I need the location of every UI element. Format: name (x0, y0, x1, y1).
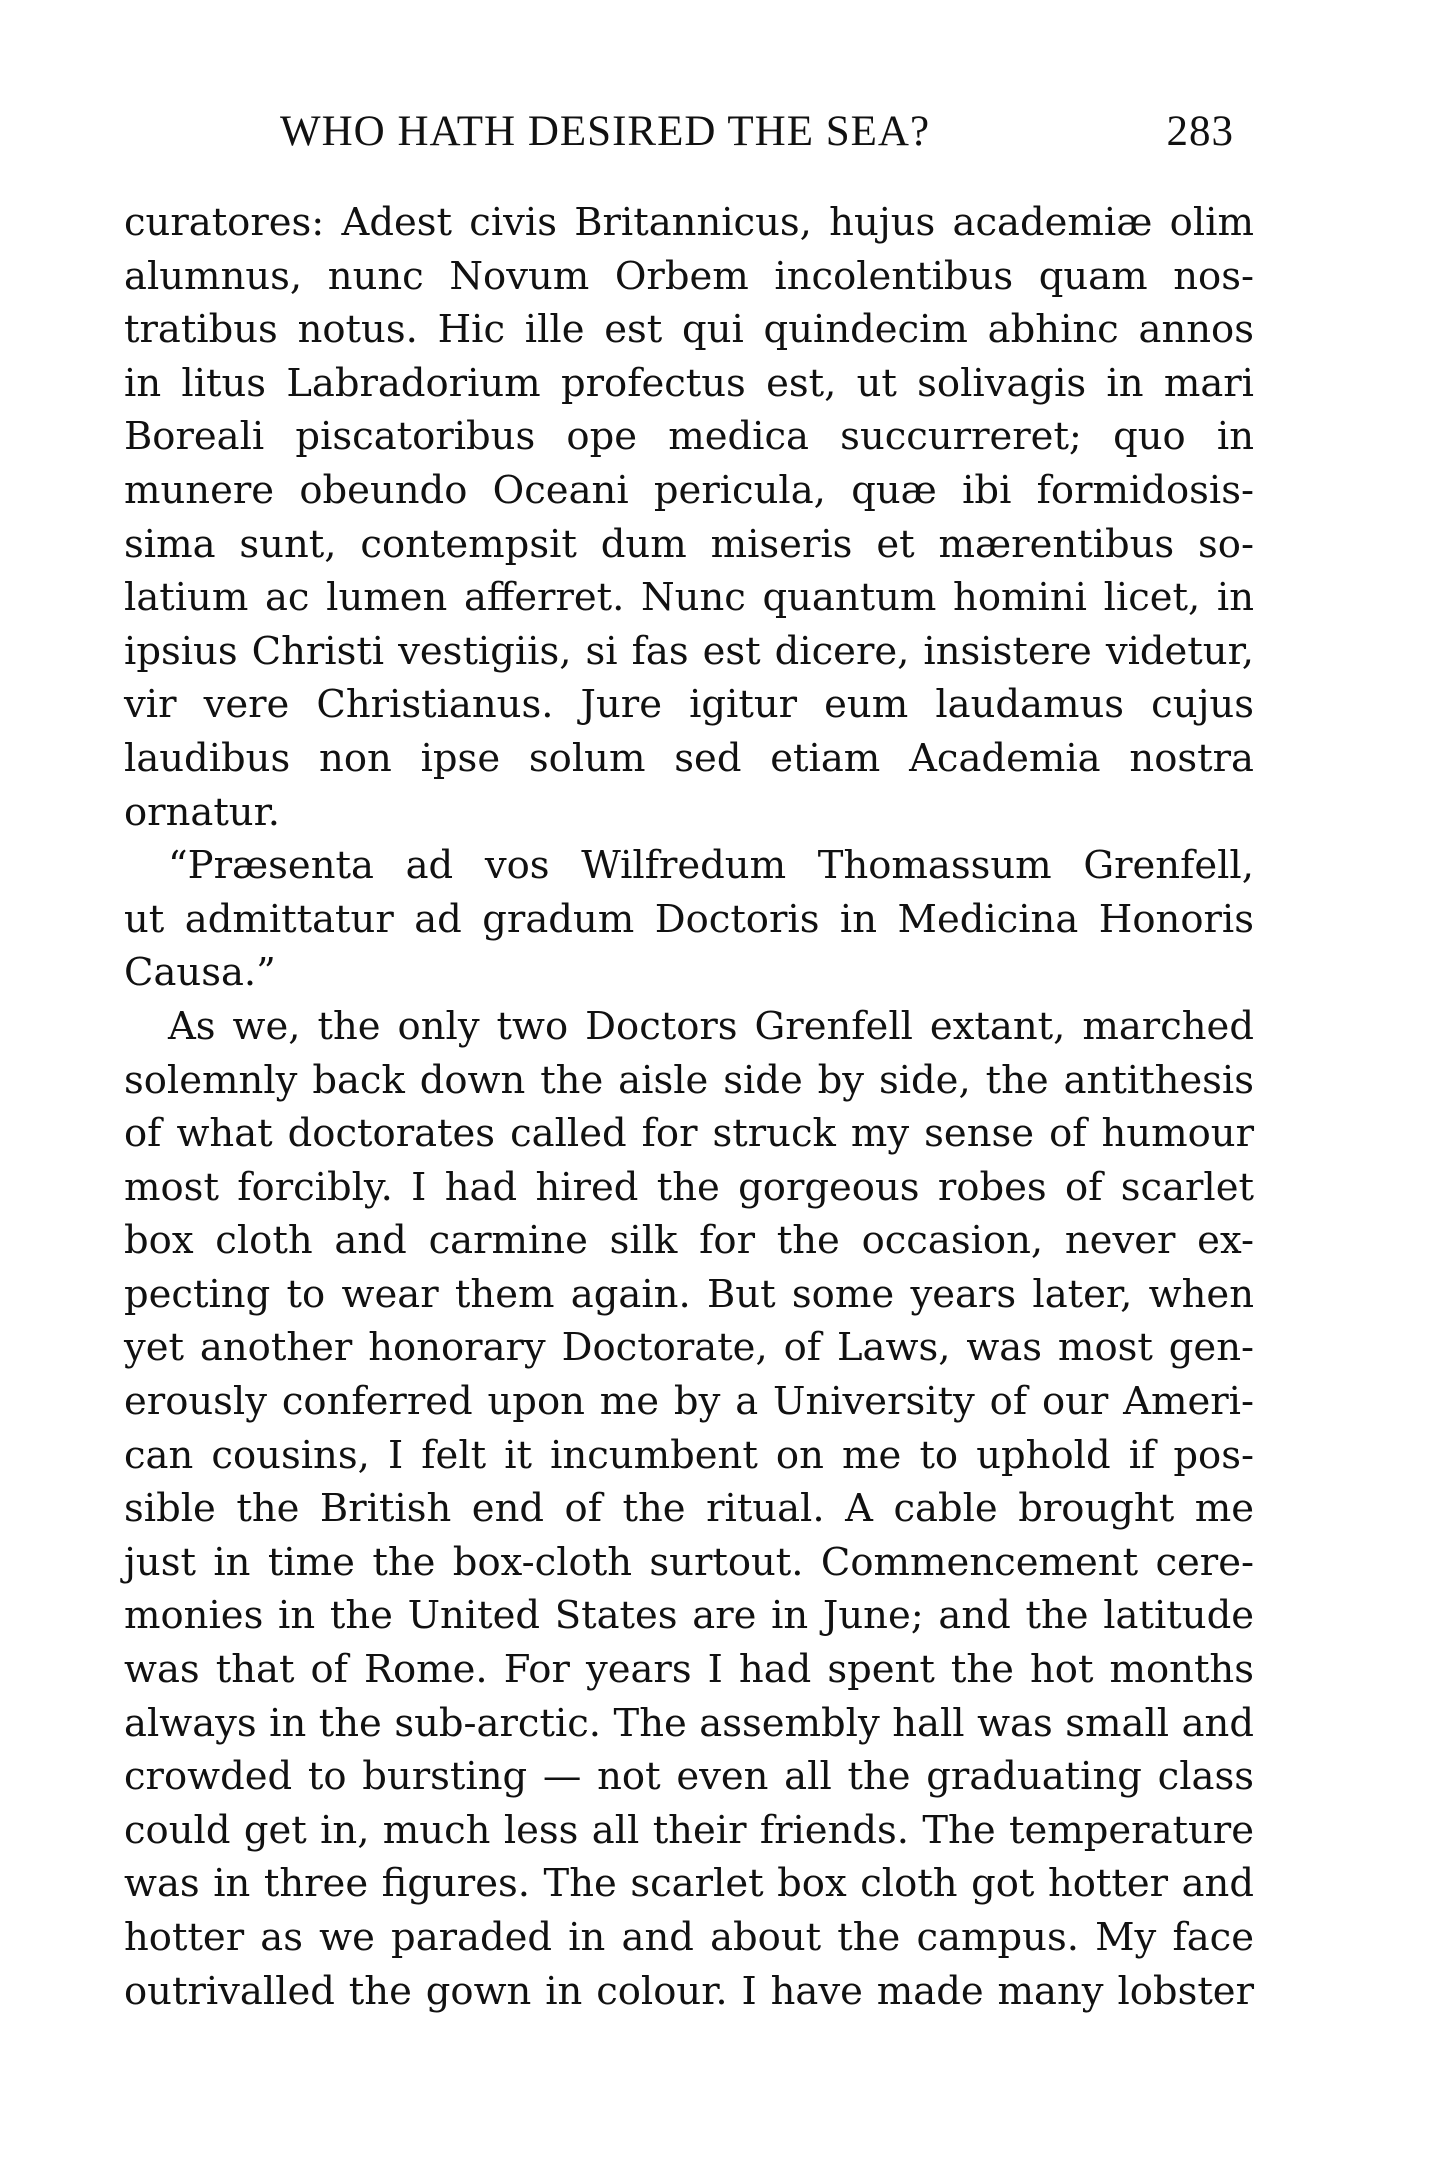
running-header (280, 108, 1234, 156)
text-line: hotter as we paraded in and about the campus. My face (124, 1915, 1254, 1960)
text-line: monies in the United States are in June; and the latitude (124, 1593, 1254, 1639)
text-line: in litus Labradorium profectus est, ut solivagis in mari (124, 360, 1254, 406)
body-text (124, 196, 1254, 2018)
text-line: ut admittatur ad gradum Doctoris in Medicina Honoris (124, 896, 1254, 942)
text-line: latium ac lumen afferret. Nunc quantum homini licet, in (124, 575, 1254, 621)
text-line: solemnly back down the aisle side by side, the antithesis (124, 1057, 1254, 1103)
text-line: sima sunt, contempsit dum miseris et mærentibus so- (124, 521, 1254, 567)
text-line: Boreali piscatoribus ope medica succurreret; quo in (124, 414, 1254, 460)
text-line: outrivalled the gown in colour. I have made many lobster (124, 1968, 1254, 2014)
text-line: was in three figures. The scarlet box cloth got hotter and (124, 1861, 1254, 1907)
text-line: tratibus notus. Hic ille est qui quindecim abhinc annos (124, 307, 1254, 353)
text-line: curatores: Adest civis Britannicus, hujus academiæ olim (124, 200, 1254, 245)
text-line: box cloth and carmine silk for the occasion, never ex- (124, 1218, 1254, 1264)
running-title: WHO HATH DESIRED THE SEA? (280, 108, 931, 155)
text-line: can cousins, I felt it incumbent on me to uphold if pos- (124, 1432, 1254, 1478)
text-line: laudibus non ipse solum sed etiam Academia nostra (124, 735, 1254, 781)
text-line: vir vere Christianus. Jure igitur eum laudamus cujus (124, 682, 1254, 728)
text-line: pecting to wear them again. But some years later, when (124, 1271, 1254, 1317)
text-line: erously conferred upon me by a University of our Ameri- (124, 1379, 1254, 1425)
paragraph-first-line: “Præsenta ad vos Wilfredum Thomassum Grenfell, (168, 843, 1254, 889)
text-line: crowded to bursting — not even all the graduating class (124, 1754, 1254, 1800)
text-line: was that of Rome. For years I had spent the hot months (124, 1647, 1254, 1693)
paragraph-end-line: Causa.” (124, 950, 276, 996)
text-line: of what doctorates called for struck my sense of humour (124, 1111, 1254, 1157)
text-line: munere obeundo Oceani pericula, quæ ibi formidosis- (124, 467, 1254, 513)
text-line: could get in, much less all their friends. The temperature (124, 1807, 1254, 1853)
text-line: yet another honorary Doctorate, of Laws, was most gen- (124, 1325, 1254, 1371)
text-line: ipsius Christi vestigiis, si fas est dicere, insistere videtur, (124, 628, 1254, 674)
page-number: 283 (1166, 108, 1234, 155)
text-line: alumnus, nunc Novum Orbem incolentibus quam nos- (124, 253, 1254, 299)
text-line: always in the sub-arctic. The assembly hall was small and (124, 1700, 1254, 1746)
text-line: just in time the box-cloth surtout. Commencement cere- (124, 1539, 1254, 1585)
paragraph-first-line: As we, the only two Doctors Grenfell extant, marched (168, 1003, 1254, 1049)
paragraph-end-line: ornatur. (124, 789, 281, 835)
text-line: most forcibly. I had hired the gorgeous robes of scarlet (124, 1164, 1254, 1210)
text-line: sible the British end of the ritual. A cable brought me (124, 1486, 1254, 1532)
